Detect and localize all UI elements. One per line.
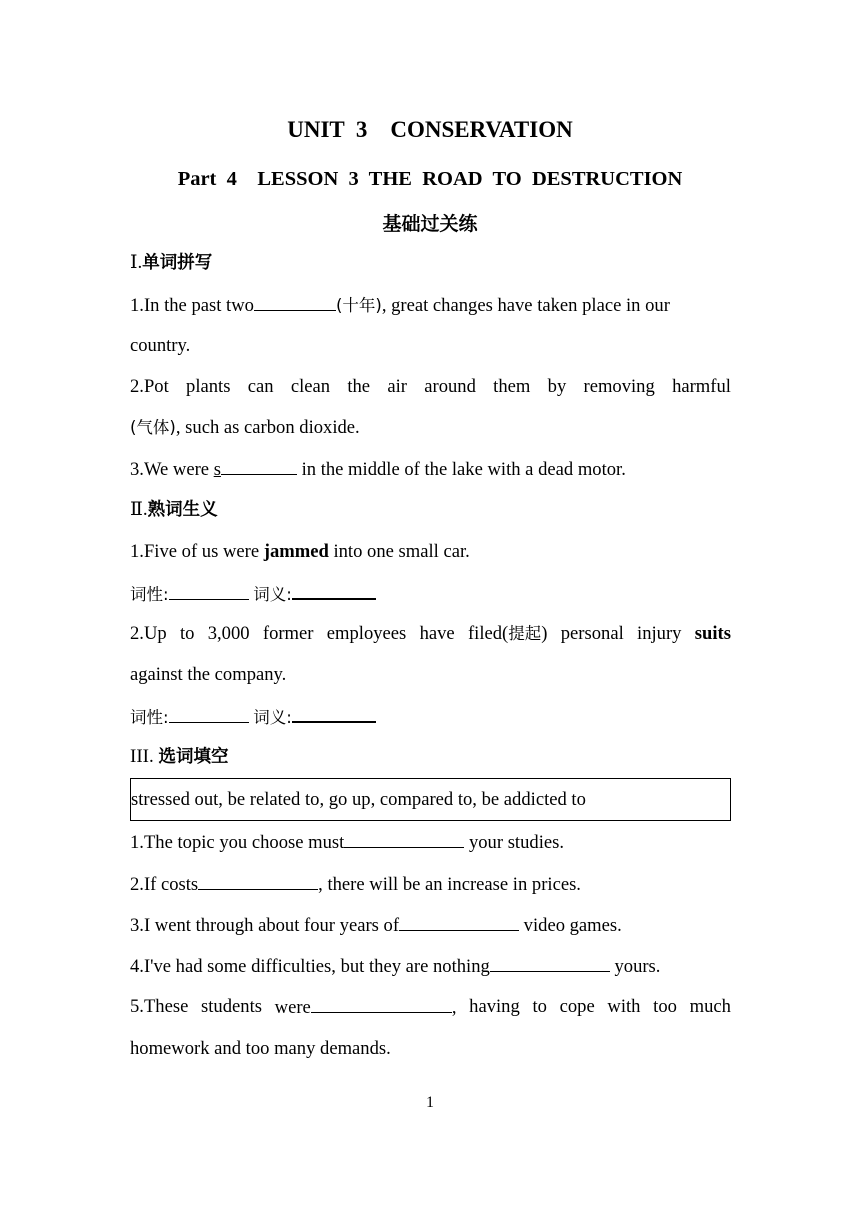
- lesson-title: Part 4 LESSON 3 THE ROAD TO DESTRUCTION: [177, 168, 683, 190]
- s3-q1: 1.The topic you choose must your studies.: [130, 832, 564, 853]
- meaning-label: 词义:: [253, 585, 292, 604]
- chinese-hint: 提起: [508, 624, 542, 643]
- s3-q5-continued: homework and too many demands.: [130, 1038, 391, 1059]
- s2-q1-answer-row: [130, 581, 731, 607]
- answer-blank[interactable]: [344, 830, 464, 848]
- s3-q4: 4.I've had some difficulties, but they are nothing yours.: [130, 956, 661, 977]
- answer-blank[interactable]: [254, 293, 336, 311]
- word-bank-box: stressed out, be related to, go up, compared to, be addicted to: [130, 778, 731, 821]
- s1-q2: 2.Pot plants can clean the air around them by removing harmful: [130, 376, 731, 397]
- page-number: 1: [426, 1094, 434, 1111]
- section-3-title: 选词填空: [158, 747, 229, 767]
- section-2-title: 熟词生义: [147, 500, 218, 520]
- section-2-numeral: Ⅱ.: [130, 499, 148, 520]
- meaning-blank[interactable]: [292, 704, 376, 723]
- s1-q2-continued: (气体), such as carbon dioxide.: [130, 417, 360, 438]
- section-3-heading: [130, 745, 731, 769]
- s1-q1: 1.In the past two (十年), great changes have taken place in our: [130, 295, 670, 316]
- pos-blank[interactable]: [169, 705, 249, 723]
- section-3-numeral: III.: [130, 746, 154, 767]
- s2-q2: 2.Up to 3,000 former employees have filed(提起) personal injury suits: [130, 623, 731, 644]
- meaning-label: 词义:: [253, 708, 292, 727]
- pos-blank[interactable]: [169, 582, 249, 600]
- chinese-hint: (十年): [335, 296, 382, 315]
- exercise-subtitle: 基础过关练: [382, 213, 478, 235]
- first-letter-hint: s: [213, 459, 221, 480]
- section-1-heading: [130, 251, 731, 275]
- s1-q1-continued: country.: [130, 335, 191, 356]
- answer-blank[interactable]: [221, 457, 297, 475]
- meaning-blank[interactable]: [292, 581, 376, 600]
- section-1-numeral: Ⅰ.: [130, 252, 143, 273]
- pos-label: 词性:: [130, 708, 169, 727]
- target-word: suits: [694, 623, 731, 644]
- s3-q2: 2.If costs , there will be an increase in prices.: [130, 874, 581, 895]
- s2-q2-answer-row: [130, 704, 731, 730]
- section-2-heading: [130, 498, 731, 522]
- s1-q3: 3.We were s in the middle of the lake with a dead motor.: [130, 459, 626, 480]
- s2-q2-continued: against the company.: [130, 664, 287, 685]
- s3-q5: 5.These students were , having to cope with too much: [130, 996, 731, 1018]
- target-word: jammed: [263, 541, 329, 562]
- answer-blank[interactable]: [399, 913, 519, 931]
- pos-label: 词性:: [130, 585, 169, 604]
- unit-title: UNIT 3 CONSERVATION: [287, 117, 573, 142]
- answer-blank[interactable]: [490, 954, 610, 972]
- s2-q1: 1.Five of us were jammed into one small car.: [130, 541, 470, 562]
- s3-q3: 3.I went through about four years of video games.: [130, 915, 622, 936]
- answer-blank[interactable]: [198, 872, 318, 890]
- section-1-title: 单词拼写: [142, 253, 213, 273]
- answer-blank[interactable]: [311, 995, 452, 1013]
- chinese-hint: (气体): [130, 418, 176, 437]
